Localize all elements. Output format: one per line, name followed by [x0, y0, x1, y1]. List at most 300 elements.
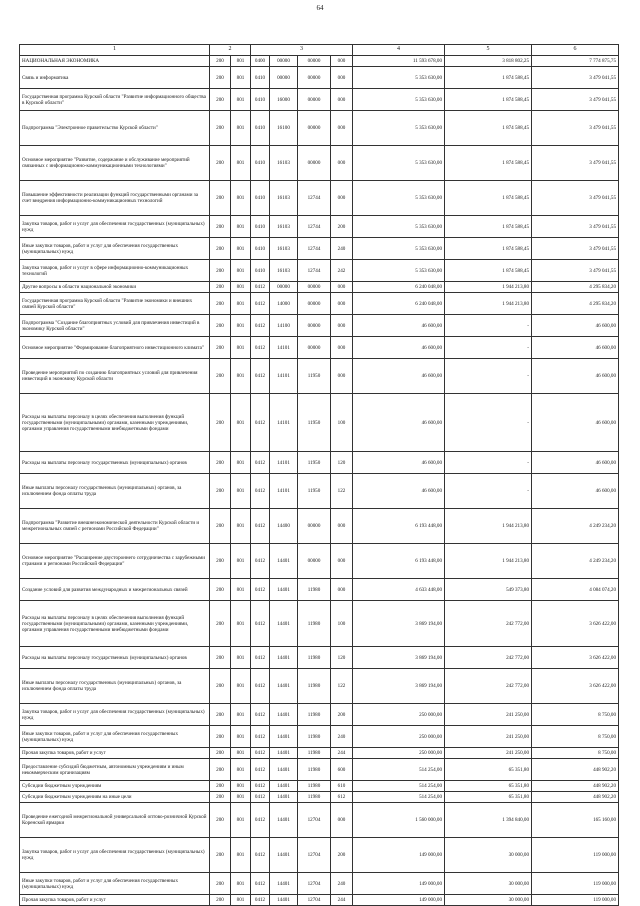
row-code-1: 200	[210, 315, 231, 337]
row-code-4: 14101	[270, 359, 298, 394]
row-value-rest: 7 774 875,75	[532, 56, 619, 67]
row-code-1: 200	[210, 748, 231, 759]
row-value-plan: 5 353 630,00	[353, 216, 445, 238]
row-code-4: 14000	[270, 293, 298, 315]
row-code-6: 000	[331, 146, 353, 181]
row-value-plan: 3 869 194,00	[353, 669, 445, 704]
row-code-3: 0412	[251, 337, 270, 359]
row-name: Расходы на выплаты персоналу в целях обеспечения выполнения функций государственными (муниципальными) органами, казенными учреждениями, органами управления государственными внебюджетными фондами	[20, 601, 210, 647]
row-code-4: 14101	[270, 474, 298, 509]
row-value-exec: 1 944 213,80	[445, 282, 532, 293]
row-value-rest: 3 626 422,00	[532, 601, 619, 647]
row-value-plan: 3 869 194,00	[353, 647, 445, 669]
row-value-rest: 165 160,00	[532, 803, 619, 838]
row-value-exec: -	[445, 315, 532, 337]
table-row	[20, 56, 619, 67]
row-code-1: 200	[210, 509, 231, 544]
row-code-2: 801	[231, 792, 251, 803]
row-value-exec: 242 772,00	[445, 647, 532, 669]
table-row	[20, 509, 619, 544]
row-code-3: 0412	[251, 282, 270, 293]
row-code-4: 00000	[270, 56, 298, 67]
row-name: Расходы на выплаты персоналу государственных (муниципальных) органов	[20, 452, 210, 474]
row-code-5: 11980	[298, 781, 331, 792]
row-name: Субсидии бюджетным учреждениям	[20, 781, 210, 792]
row-code-2: 801	[231, 238, 251, 260]
row-code-4: 16100	[270, 111, 298, 146]
row-value-exec: 65 351,80	[445, 792, 532, 803]
row-code-5: 00000	[298, 293, 331, 315]
row-name: Закупка товаров, работ и услуг для обеспечения государственных (муниципальных) нужд	[20, 216, 210, 238]
row-name: Другие вопросы в области национальной экономики	[20, 282, 210, 293]
row-value-rest: 8 750,00	[532, 726, 619, 748]
row-code-6: 122	[331, 474, 353, 509]
row-code-4: 16000	[270, 89, 298, 111]
row-code-2: 801	[231, 260, 251, 282]
row-value-plan: 514 254,00	[353, 792, 445, 803]
row-code-1: 200	[210, 67, 231, 89]
row-code-1: 200	[210, 181, 231, 216]
row-code-2: 801	[231, 452, 251, 474]
row-value-rest: 3 479 041,55	[532, 146, 619, 181]
row-code-4: 14401	[270, 781, 298, 792]
row-value-rest: 3 479 041,55	[532, 181, 619, 216]
row-code-5: 12704	[298, 873, 331, 895]
row-code-6: 000	[331, 293, 353, 315]
table-row	[20, 238, 619, 260]
row-code-6: 000	[331, 315, 353, 337]
row-code-4: 14401	[270, 601, 298, 647]
row-code-1: 200	[210, 111, 231, 146]
row-value-rest: 46 600,00	[532, 474, 619, 509]
row-code-3: 0412	[251, 579, 270, 601]
row-value-exec: 241 250,00	[445, 748, 532, 759]
row-code-5: 11980	[298, 601, 331, 647]
row-code-3: 0412	[251, 359, 270, 394]
row-code-3: 0410	[251, 181, 270, 216]
row-code-5: 12704	[298, 895, 331, 906]
row-code-5: 11980	[298, 579, 331, 601]
row-code-2: 801	[231, 474, 251, 509]
row-code-6: 600	[331, 759, 353, 781]
table-row	[20, 895, 619, 906]
row-value-exec: 241 250,00	[445, 726, 532, 748]
row-value-plan: 46 600,00	[353, 474, 445, 509]
row-value-plan: 5 353 630,00	[353, 89, 445, 111]
row-code-2: 801	[231, 216, 251, 238]
header-row	[20, 45, 619, 56]
row-code-3: 0412	[251, 792, 270, 803]
row-value-exec: -	[445, 337, 532, 359]
row-code-1: 200	[210, 895, 231, 906]
row-code-6: 000	[331, 579, 353, 601]
row-value-rest: 3 479 041,55	[532, 89, 619, 111]
row-code-2: 801	[231, 748, 251, 759]
row-code-4: 16103	[270, 216, 298, 238]
row-value-plan: 5 353 630,00	[353, 67, 445, 89]
row-value-exec: 1 944 213,80	[445, 544, 532, 579]
row-code-6: 000	[331, 181, 353, 216]
row-code-4: 16103	[270, 181, 298, 216]
row-code-1: 200	[210, 337, 231, 359]
row-name: Закупка товаров, работ и услуг для обеспечения государственных (муниципальных) нужд	[20, 704, 210, 726]
row-name: Расходы на выплаты персоналу в целях обеспечения выполнения функций государственными (муниципальными) органами, казенными учреждениями, органами управления государственными внебюджетными фондами	[20, 394, 210, 452]
row-code-4: 14401	[270, 759, 298, 781]
row-code-3: 0410	[251, 146, 270, 181]
row-code-2: 801	[231, 873, 251, 895]
row-value-rest: 46 600,00	[532, 452, 619, 474]
row-value-rest: 448 902,20	[532, 792, 619, 803]
row-code-3: 0412	[251, 726, 270, 748]
row-name: Иные закупки товаров, работ и услуг для обеспечения государственных (муниципальных) нужд	[20, 238, 210, 260]
row-value-exec: 1 874 588,45	[445, 111, 532, 146]
row-value-plan: 6 193 448,00	[353, 544, 445, 579]
row-code-6: 000	[331, 282, 353, 293]
row-code-3: 0412	[251, 781, 270, 792]
table-row	[20, 803, 619, 838]
row-name: Прочая закупка товаров, работ и услуг	[20, 895, 210, 906]
row-code-1: 200	[210, 544, 231, 579]
row-value-exec: -	[445, 474, 532, 509]
row-value-exec: 1 874 588,45	[445, 238, 532, 260]
row-code-5: 12744	[298, 260, 331, 282]
row-name: Субсидии бюджетным учреждениям на иные цели	[20, 792, 210, 803]
row-value-rest: 4 295 834,20	[532, 293, 619, 315]
row-code-2: 801	[231, 895, 251, 906]
row-code-6: 244	[331, 748, 353, 759]
header-col-6: 6	[532, 45, 619, 56]
table-row	[20, 337, 619, 359]
row-code-5: 11980	[298, 759, 331, 781]
row-value-rest: 3 479 041,55	[532, 260, 619, 282]
row-code-5: 00000	[298, 337, 331, 359]
row-code-5: 12704	[298, 838, 331, 873]
row-value-rest: 4 249 234,20	[532, 544, 619, 579]
row-code-3: 0412	[251, 873, 270, 895]
row-code-1: 200	[210, 704, 231, 726]
row-code-2: 801	[231, 759, 251, 781]
row-code-3: 0412	[251, 704, 270, 726]
row-value-rest: 3 479 041,55	[532, 238, 619, 260]
row-code-4: 00000	[270, 282, 298, 293]
row-value-rest: 46 600,00	[532, 359, 619, 394]
row-code-2: 801	[231, 394, 251, 452]
row-code-6: 000	[331, 509, 353, 544]
row-name: НАЦИОНАЛЬНАЯ ЭКОНОМИКА	[20, 56, 210, 67]
row-value-exec: 3 818 802,25	[445, 56, 532, 67]
row-code-4: 14401	[270, 803, 298, 838]
table-row	[20, 781, 619, 792]
row-code-2: 801	[231, 67, 251, 89]
table-row	[20, 111, 619, 146]
table-row	[20, 544, 619, 579]
row-name: Иные закупки товаров, работ и услуг для обеспечения государственных (муниципальных) нужд	[20, 726, 210, 748]
row-code-3: 0412	[251, 544, 270, 579]
row-code-2: 801	[231, 726, 251, 748]
row-value-plan: 514 254,00	[353, 759, 445, 781]
row-code-2: 801	[231, 282, 251, 293]
row-value-plan: 149 000,00	[353, 895, 445, 906]
row-code-6: 000	[331, 56, 353, 67]
row-code-5: 00000	[298, 89, 331, 111]
row-code-1: 200	[210, 647, 231, 669]
row-code-3: 0412	[251, 647, 270, 669]
row-code-5: 11980	[298, 704, 331, 726]
row-code-3: 0412	[251, 601, 270, 647]
table-row	[20, 282, 619, 293]
row-code-5: 00000	[298, 146, 331, 181]
table-row	[20, 394, 619, 452]
row-code-2: 801	[231, 544, 251, 579]
row-code-3: 0410	[251, 216, 270, 238]
row-code-6: 200	[331, 704, 353, 726]
row-code-1: 200	[210, 238, 231, 260]
row-value-exec: 1 944 213,80	[445, 293, 532, 315]
row-value-rest: 3 479 041,55	[532, 67, 619, 89]
row-code-1: 200	[210, 474, 231, 509]
row-value-plan: 514 254,00	[353, 781, 445, 792]
row-code-1: 200	[210, 452, 231, 474]
row-code-6: 000	[331, 67, 353, 89]
table-row	[20, 359, 619, 394]
row-code-1: 200	[210, 293, 231, 315]
row-value-plan: 46 600,00	[353, 337, 445, 359]
row-code-6: 000	[331, 359, 353, 394]
row-code-1: 200	[210, 579, 231, 601]
row-code-1: 200	[210, 89, 231, 111]
row-code-2: 801	[231, 146, 251, 181]
row-code-2: 801	[231, 647, 251, 669]
row-value-plan: 6 193 448,00	[353, 509, 445, 544]
row-value-rest: 3 626 422,00	[532, 647, 619, 669]
row-code-1: 200	[210, 146, 231, 181]
row-code-4: 16103	[270, 238, 298, 260]
row-code-6: 100	[331, 394, 353, 452]
row-code-6: 244	[331, 895, 353, 906]
row-code-1: 200	[210, 56, 231, 67]
row-value-plan: 149 000,00	[353, 873, 445, 895]
row-code-5: 00000	[298, 56, 331, 67]
header-col-4: 4	[353, 45, 445, 56]
row-code-5: 12744	[298, 238, 331, 260]
row-value-rest: 8 750,00	[532, 748, 619, 759]
row-name: Проведение ежегодной межрегиональной универсальной оптово-розничной Курской Коренской ярмарки	[20, 803, 210, 838]
row-value-plan: 1 560 000,00	[353, 803, 445, 838]
row-code-4: 14401	[270, 748, 298, 759]
table-row	[20, 748, 619, 759]
row-code-3: 0412	[251, 394, 270, 452]
table-row	[20, 873, 619, 895]
row-code-3: 0412	[251, 669, 270, 704]
row-value-plan: 250 000,00	[353, 748, 445, 759]
row-value-rest: 46 600,00	[532, 337, 619, 359]
row-value-exec: 30 000,00	[445, 838, 532, 873]
row-code-3: 0400	[251, 56, 270, 67]
row-value-exec: -	[445, 359, 532, 394]
table-row	[20, 726, 619, 748]
row-code-6: 000	[331, 337, 353, 359]
table-row	[20, 474, 619, 509]
row-value-exec: 30 000,00	[445, 895, 532, 906]
row-code-5: 11950	[298, 359, 331, 394]
row-code-3: 0412	[251, 748, 270, 759]
row-code-4: 14401	[270, 792, 298, 803]
row-code-5: 00000	[298, 509, 331, 544]
row-code-3: 0410	[251, 89, 270, 111]
row-code-6: 242	[331, 260, 353, 282]
row-code-3: 0412	[251, 293, 270, 315]
row-name: Прочая закупка товаров, работ и услуг	[20, 748, 210, 759]
row-code-4: 14401	[270, 579, 298, 601]
table-row	[20, 579, 619, 601]
row-name: Повышение эффективности реализации функций государственными органами за счет внедрения информационно-коммуникационных технологий	[20, 181, 210, 216]
row-value-plan: 3 869 194,00	[353, 601, 445, 647]
row-code-1: 200	[210, 781, 231, 792]
row-code-4: 14401	[270, 873, 298, 895]
row-value-plan: 11 593 678,00	[353, 56, 445, 67]
row-value-exec: 1 874 588,45	[445, 260, 532, 282]
row-name: Подпрограмма "Развитие внешнеэкономической деятельности Курской области и межрегиональных связей с регионами Российской Федерации"	[20, 509, 210, 544]
row-code-6: 000	[331, 89, 353, 111]
row-code-3: 0412	[251, 452, 270, 474]
budget-table	[19, 44, 619, 906]
row-code-2: 801	[231, 704, 251, 726]
row-code-2: 801	[231, 337, 251, 359]
row-code-6: 240	[331, 238, 353, 260]
row-code-1: 200	[210, 873, 231, 895]
table-row	[20, 669, 619, 704]
row-code-6: 240	[331, 726, 353, 748]
row-code-2: 801	[231, 56, 251, 67]
row-code-5: 00000	[298, 282, 331, 293]
row-code-3: 0410	[251, 111, 270, 146]
row-code-3: 0410	[251, 67, 270, 89]
row-name: Иные выплаты персоналу государственных (муниципальных) органов, за исключением фонда оплаты труда	[20, 669, 210, 704]
row-value-rest: 4 249 234,20	[532, 509, 619, 544]
row-code-3: 0412	[251, 315, 270, 337]
row-code-6: 610	[331, 781, 353, 792]
table-row	[20, 260, 619, 282]
row-value-exec: -	[445, 394, 532, 452]
row-value-rest: 119 000,00	[532, 838, 619, 873]
row-code-1: 200	[210, 260, 231, 282]
row-value-plan: 5 353 630,00	[353, 146, 445, 181]
row-code-1: 200	[210, 792, 231, 803]
row-code-5: 11980	[298, 748, 331, 759]
row-code-6: 122	[331, 669, 353, 704]
header-col-1: 1	[20, 45, 210, 56]
row-code-5: 00000	[298, 544, 331, 579]
row-value-rest: 119 000,00	[532, 873, 619, 895]
row-code-4: 16103	[270, 260, 298, 282]
row-code-5: 11980	[298, 647, 331, 669]
row-value-exec: 1 874 588,45	[445, 146, 532, 181]
row-code-4: 14401	[270, 838, 298, 873]
row-code-2: 801	[231, 781, 251, 792]
row-code-1: 200	[210, 216, 231, 238]
row-name: Закупка товаров, работ и услуг для обеспечения государственных (муниципальных) нужд	[20, 838, 210, 873]
row-code-6: 000	[331, 111, 353, 146]
row-code-2: 801	[231, 803, 251, 838]
row-code-1: 200	[210, 838, 231, 873]
row-code-5: 11950	[298, 474, 331, 509]
row-value-plan: 4 633 448,00	[353, 579, 445, 601]
row-name: Связь и информатика	[20, 67, 210, 89]
row-name: Основное мероприятие "Расширение двустороннего сотрудничества с зарубежными странами и регионами Российской Федерации"	[20, 544, 210, 579]
row-code-2: 801	[231, 579, 251, 601]
row-code-5: 11950	[298, 394, 331, 452]
row-value-exec: -	[445, 452, 532, 474]
row-value-rest: 4 084 074,20	[532, 579, 619, 601]
header-col-5: 5	[445, 45, 532, 56]
row-code-4: 14101	[270, 394, 298, 452]
row-code-6: 000	[331, 803, 353, 838]
row-value-plan: 46 600,00	[353, 452, 445, 474]
row-code-1: 200	[210, 726, 231, 748]
row-value-plan: 250 000,00	[353, 704, 445, 726]
row-code-1: 200	[210, 759, 231, 781]
row-value-rest: 8 750,00	[532, 704, 619, 726]
row-code-1: 200	[210, 601, 231, 647]
row-code-6: 120	[331, 647, 353, 669]
row-code-1: 200	[210, 394, 231, 452]
row-code-3: 0410	[251, 260, 270, 282]
row-code-4: 00000	[270, 67, 298, 89]
row-code-6: 612	[331, 792, 353, 803]
table-row	[20, 647, 619, 669]
table-body	[20, 45, 619, 906]
row-value-plan: 6 240 048,00	[353, 293, 445, 315]
row-value-rest: 3 479 041,55	[532, 111, 619, 146]
row-code-1: 200	[210, 282, 231, 293]
row-code-4: 14401	[270, 647, 298, 669]
row-code-2: 801	[231, 89, 251, 111]
page-number: 64	[316, 4, 324, 12]
row-code-5: 12744	[298, 181, 331, 216]
row-value-exec: 242 772,00	[445, 601, 532, 647]
row-code-5: 11980	[298, 792, 331, 803]
row-value-plan: 250 000,00	[353, 726, 445, 748]
row-value-exec: 1 874 588,45	[445, 89, 532, 111]
row-code-3: 0412	[251, 509, 270, 544]
row-code-5: 11980	[298, 726, 331, 748]
row-name: Иные выплаты персоналу государственных (муниципальных) органов, за исключением фонда оплаты труда	[20, 474, 210, 509]
row-code-6: 000	[331, 544, 353, 579]
table-row	[20, 315, 619, 337]
row-code-4: 16103	[270, 146, 298, 181]
row-name: Подпрограмма "Создание благоприятных условий для привлечения инвестиций в экономику Курской области"	[20, 315, 210, 337]
row-value-exec: 1 944 213,80	[445, 509, 532, 544]
row-code-5: 00000	[298, 111, 331, 146]
row-value-rest: 448 902,20	[532, 759, 619, 781]
table-row	[20, 181, 619, 216]
header-col-2: 2	[210, 45, 251, 56]
row-value-exec: 242 772,00	[445, 669, 532, 704]
row-code-4: 14101	[270, 337, 298, 359]
row-value-rest: 119 000,00	[532, 895, 619, 906]
row-code-3: 0412	[251, 474, 270, 509]
row-value-plan: 5 353 630,00	[353, 111, 445, 146]
row-code-6: 120	[331, 452, 353, 474]
table-row	[20, 293, 619, 315]
table-row	[20, 601, 619, 647]
row-code-4: 14401	[270, 895, 298, 906]
row-code-2: 801	[231, 509, 251, 544]
row-name: Иные закупки товаров, работ и услуг для обеспечения государственных (муниципальных) нужд	[20, 873, 210, 895]
row-code-3: 0410	[251, 238, 270, 260]
row-name: Подпрограмма "Электронное правительство Курской области"	[20, 111, 210, 146]
row-code-4: 14401	[270, 726, 298, 748]
